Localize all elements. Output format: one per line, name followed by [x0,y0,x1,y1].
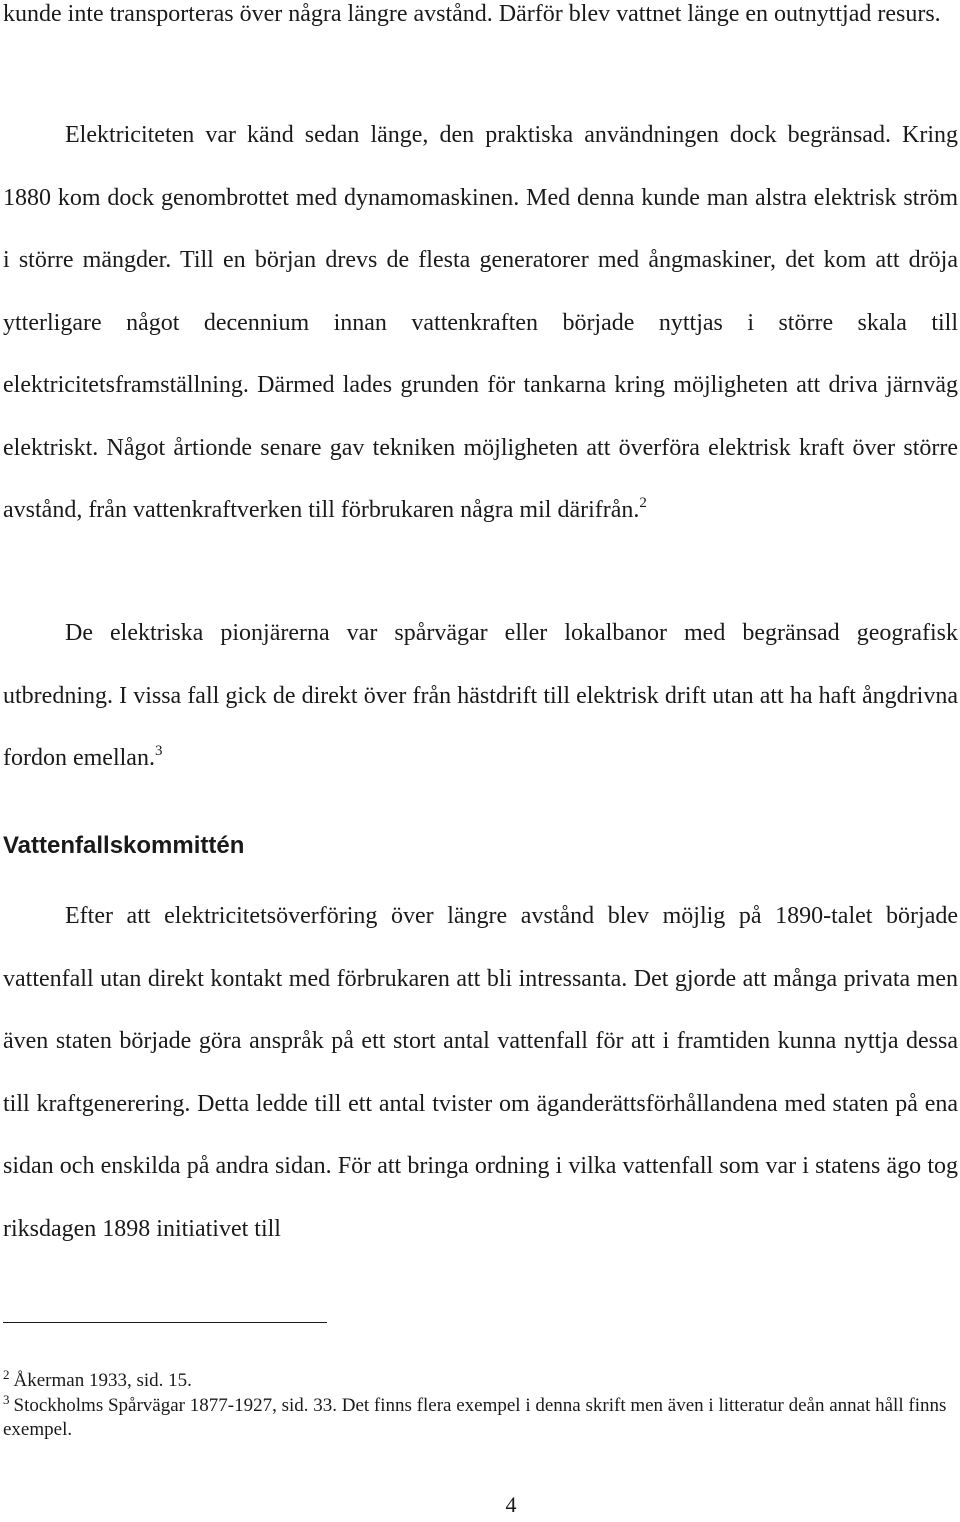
paragraph-text: Elektriciteten var känd sedan länge, den praktiska användningen dock begränsad. Kring 1880 kom dock genombrottet med dynamomaskinen. Med denna kunde man alstra elektrisk ström i större mängder. Till en början drevs de flesta generatorer med ångmaskiner, det kom att dröja ytterligare något decennium innan vattenkraften började nyttjas i större skala till elektricitetsframställning. Därmed lades grunden för tankarna kring möjligheten att driva järnväg elektriskt. Något årtionde senare gav tekniken möjligheten att överföra elektrisk kraft över större avstånd, från vattenkraftverken till förbrukaren några mil därifrån. [3,122,958,523]
page-number: 4 [505,1492,517,1517]
body-paragraph [3,602,958,790]
footnote-reference[interactable]: 2 [639,495,647,511]
paragraph-text: kunde inte transporteras över några längre avstånd. Därför blev vattnet länge en outnyttjad resurs. [3,1,941,27]
body-paragraph [3,104,958,542]
footnote-reference[interactable]: 3 [154,743,163,759]
body-paragraph [3,885,958,1260]
footnote-number: 3 [3,1392,10,1407]
paragraph-text: De elektriska pionjärerna var spårvägar eller lokalbanor med begränsad geografisk utbredning. I vissa fall gick de direkt över från hästdrift till elektrisk drift utan att ha haft ångdrivna fordon emellan. [3,620,958,771]
footnote-separator [3,1322,327,1323]
footnote [3,1369,959,1393]
footnote-number: 2 [3,1367,10,1382]
section-heading: Vattenfallskommittén [3,832,245,859]
paragraph-text: Efter att elektricitetsöverföring över längre avstånd blev möjlig på 1890-talet började vattenfall utan direkt kontakt med förbrukaren att bli intressanta. Det gjorde att många privata men även staten började göra anspråk på ett stort antal vattenfall för att i framtiden kunna nyttja dessa till kraftgenerering. Detta ledde till ett antal tvister om äganderättsförhållandena med staten på ena sidan och enskilda på andra sidan. För att bringa ordning i vilka vattenfall som var i statens ägo tog riksdagen 1898 initiativet till [3,903,958,1242]
document-page [3,0,958,1522]
footnote-text: Stockholms Spårvägar 1877-1927, sid. 33. Det finns flera exempel i denna skrift men även i litteratur deån annat håll finns exempel. [3,1395,947,1440]
footnote [3,1394,959,1442]
footnote-text: Åkerman 1933, sid. 15. [13,1370,192,1391]
body-paragraph [3,0,958,46]
